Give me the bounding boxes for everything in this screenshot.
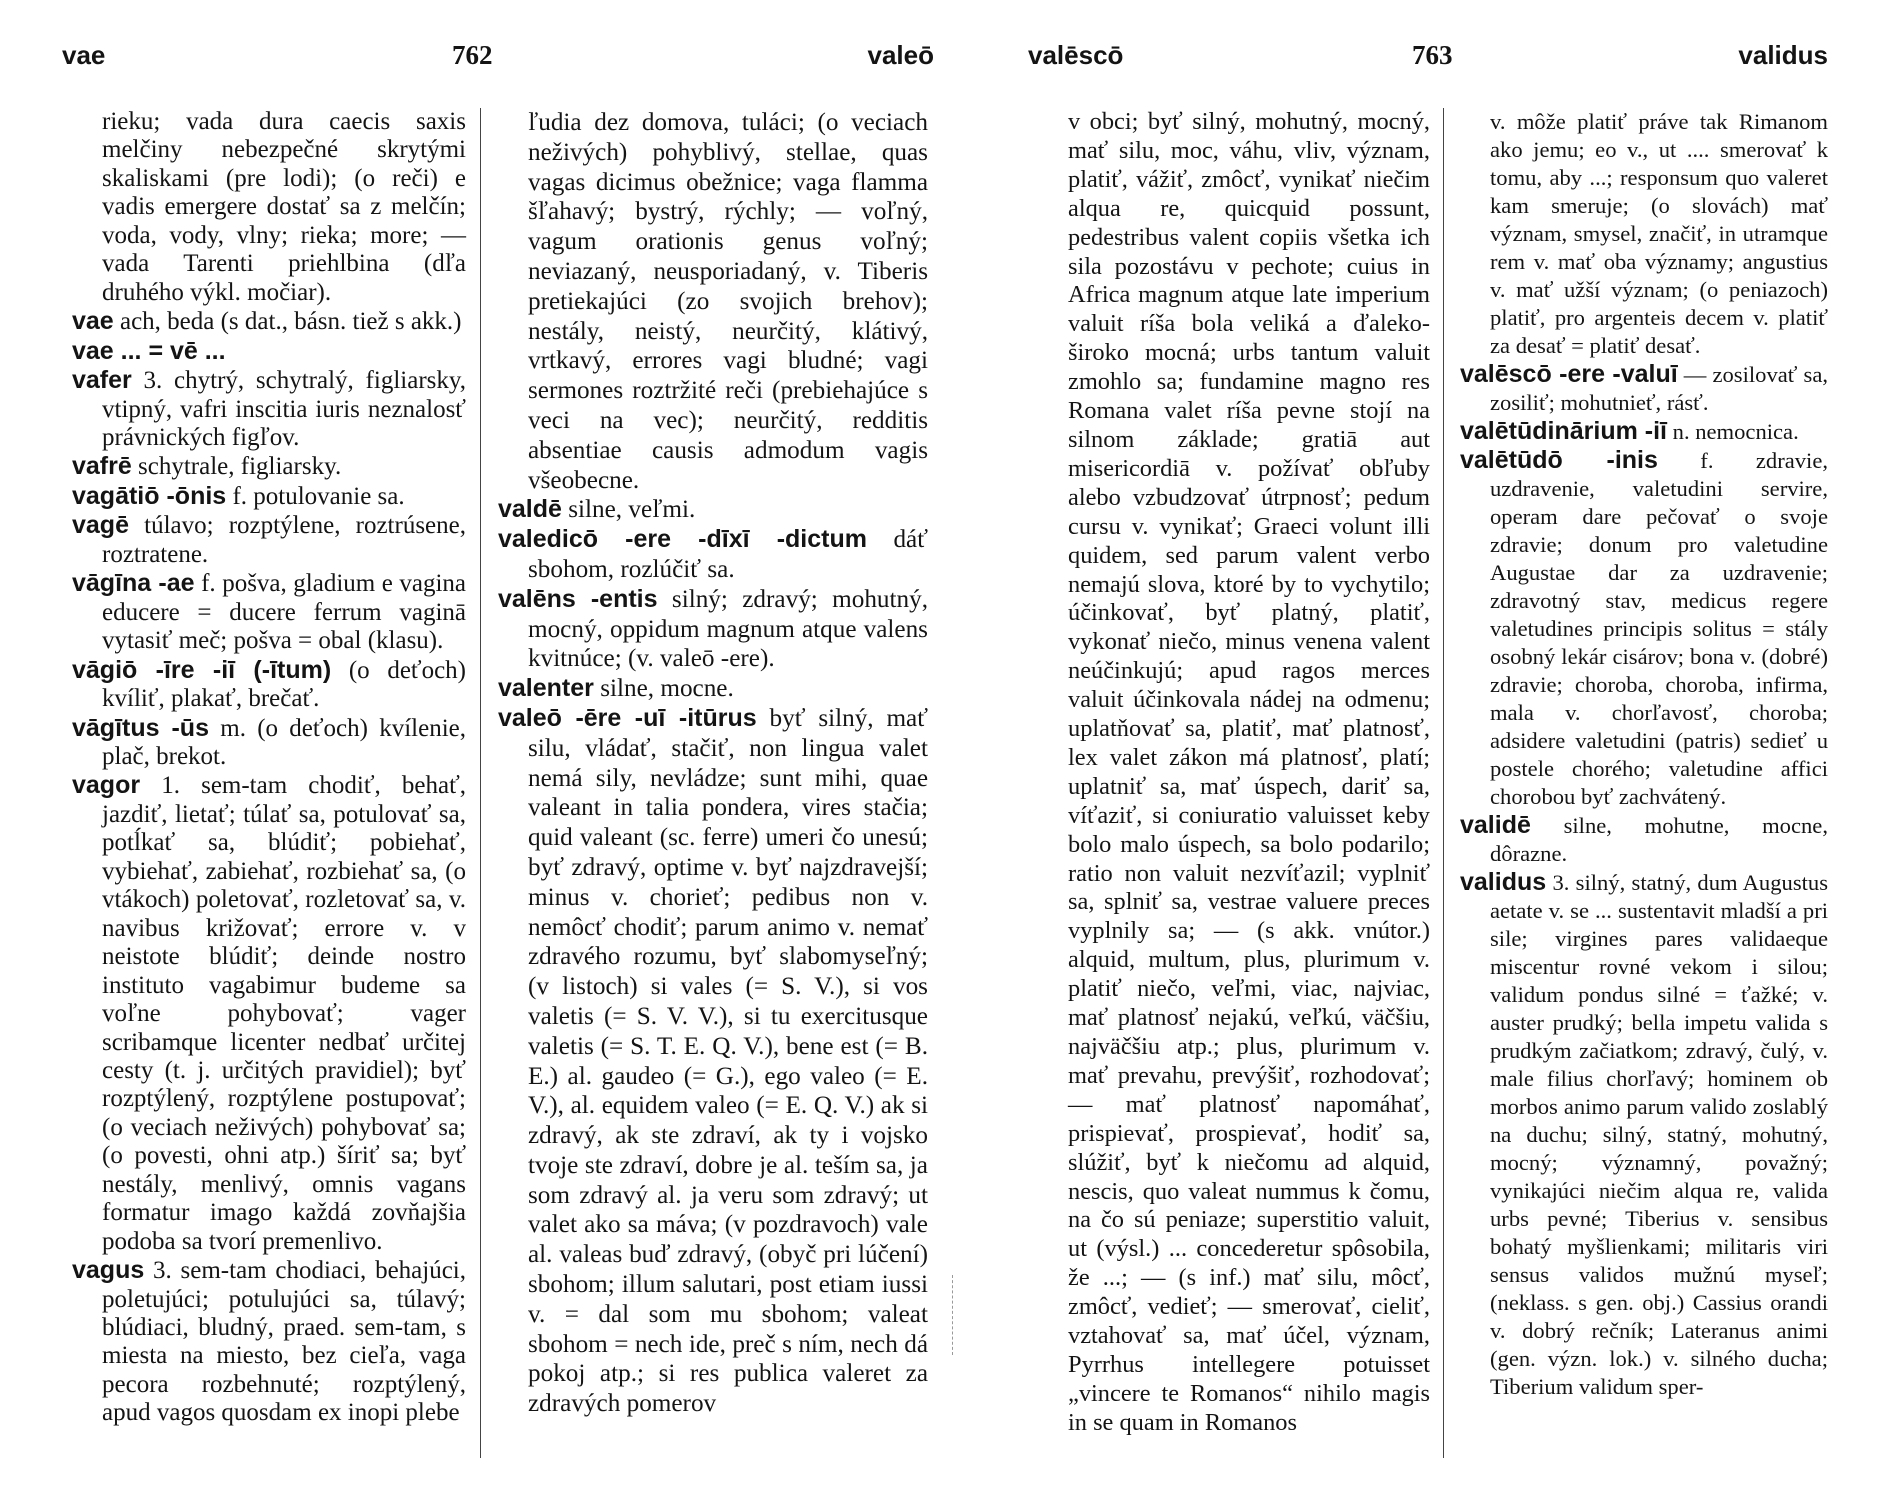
entry-text: silný; zdravý; mohutný, mocný, oppidum magnum atque valens kvitnúce; (v. valeō -ere). xyxy=(528,585,929,673)
entry-headword: vagē xyxy=(72,511,129,540)
dictionary-entry xyxy=(72,482,466,511)
dictionary-entry xyxy=(72,771,466,1256)
gutter-mark xyxy=(952,1275,953,1355)
entry-text: ach, beda (s dat., básn. tiež s akk.) xyxy=(119,308,462,336)
entry-text: 1. sem-tam chodiť, behať, jazdiť, lietať; túlať sa, potulovať sa, potĺkať sa, blúdiť; pobiehať, vybiehať, zabiehať, rozbiehať sa, (o vtákoch) poletovať, rozletovať sa, v. navibus križovať; errore v. v neistote blúdiť; deinde nostro instituto vagabimur budeme sa voľne pohybovať; vager scribamque licenter nedbať určitej cesty (t. j. určitých pravidiel); byť rozptýlený, rozptýlene postupovať; (o veciach neživých) pohybovať sa; (o povesti, ohni atp.) šíriť sa; byť nestály, menlivý, omnis vagans formatur imago každá zovňajšia podoba sa tvorí premenlivo. xyxy=(102,772,467,1255)
dictionary-entry xyxy=(72,656,466,714)
entry-text: rieku; vada dura caecis saxis melčiny nebezpečné skrytými skaliskami (pre lodi); (o reči) e vadis emergere dostať sa z melčín; voda, vody, vlny; rieka; more; — vada Tarenti priehlbina (dľa druhého výkl. močiar). xyxy=(102,108,466,306)
right-column-1 xyxy=(1038,108,1430,1438)
entry-text: (o deťoch) kvíliť, plakať, brečať. xyxy=(102,656,467,713)
entry-headword: valenter xyxy=(498,674,594,703)
entry-continuation xyxy=(1038,108,1430,1438)
dictionary-entry xyxy=(498,495,928,525)
page-number: 762 xyxy=(452,40,493,70)
entry-text: — zosilovať sa, zosiliť; mohutnieť, rásť. xyxy=(1490,362,1828,415)
entry-text: f. zdravie, uzdravenie, valetudini servire, operam dare pečovať o svoje zdravie; donum pro valetudine Augustae dar za uzdravenie; zdravotný stav, medicus regere valetudines principis solitus = stály osobný lekár cisárov; bona v. (dobré) zdravie; choroba, choroba, infirma, mala v. chorľavosť, choroba; adsidere valetudini (patris) sedieť u postele chorého; valetudine affici chorobou byť zachvátený. xyxy=(1490,448,1828,809)
entry-headword: vāgiō -īre -iī (-ītum) xyxy=(72,655,332,684)
right-page xyxy=(1028,0,1828,1500)
left-page-header xyxy=(62,40,934,80)
entry-text: 3. silný, statný, dum Augustus aetate v. se ... sustentavit mladší a pri sile; virgines pares validaeque miscentur rovné vekom i silou; validum pondus silné = ťažké; v. auster prudký; bella impetu valida s prudkým začiatkom; zdravý, čulý, v. male filius chorľavý; hominem ob morbos animo parum valido zoslablý na duchu; silný, statný, mohutný, mocný; významný, považný; vynikajúci niečim alqua re, valida urbs pevné; Tiberius v. sensibus bohatý myšlienkami; militaris viri sensus validos mužnú myseľ; (neklass. s gen. obj.) Cassius orandi v. dobrý rečník; Lateranus animi (gen. význ. lok.) v. silného ducha; Tiberium validum sper- xyxy=(1490,870,1828,1399)
entry-text: ľudia dez domova, tuláci; (o veciach neživých) pohyblivý, stellae, quas vagas dicimus obežnice; vaga flamma šľahavý; bystrý, rýchly; — voľný, vagum orationis genus voľný; neviazaný, neusporiadaný, v. Tiberis pretiekajúci (zo svojich brehov); nestály, neistý, neurčitý, klátivý, vrtkavý, errores vagi bludné; vagi sermones roztržité reči (prebiehajúce s veci na vec); neurčitý, redditis absentiae causis admodum vagis všeobecne. xyxy=(528,109,928,494)
left-page xyxy=(62,0,934,1500)
entry-headword: valedicō -ere -dīxī -dictum xyxy=(498,525,867,554)
entry-text: n. nemocnica. xyxy=(1672,419,1799,444)
page-number: 763 xyxy=(1412,40,1453,70)
entry-headword: valēscō -ere -valuī xyxy=(1460,360,1678,388)
dictionary-entry xyxy=(498,585,928,674)
entry-headword: validē xyxy=(1460,811,1531,839)
dictionary-entry xyxy=(72,307,466,336)
guide-word-right: validus xyxy=(1738,40,1828,70)
dictionary-entry xyxy=(72,337,466,366)
dictionary-entry xyxy=(72,569,466,655)
column-rule xyxy=(480,108,481,1458)
guide-word-right: valeō xyxy=(867,40,934,70)
entry-continuation xyxy=(498,108,928,495)
dictionary-entry xyxy=(1460,446,1828,811)
entry-text: 3. chytrý, schytralý, figliarsky, vtipný, vafri inscitia iuris neznalosť právnických figľov. xyxy=(102,367,466,451)
entry-headword: valdē xyxy=(498,495,562,524)
dictionary-entry xyxy=(498,704,928,1419)
entry-text: dáť sbohom, rozlúčiť sa. xyxy=(528,526,928,583)
entry-headword: vagātiō -ōnis xyxy=(72,481,227,510)
entry-headword: valeō -ēre -uī -itūrus xyxy=(498,703,757,732)
dictionary-entry xyxy=(72,366,466,452)
left-column-2 xyxy=(498,108,928,1419)
left-column-1 xyxy=(72,108,466,1428)
dictionary-entry xyxy=(72,511,466,569)
entry-text: v. môže platiť práve tak Rimanom ako jemu; eo v., ut .... smerovať k tomu, aby ...; responsum quo valeret kam smeruje; (o slovách) mať význam, smysel, značiť, in utramque rem v. mať oba významy; angustius v. mať užší význam; (o peniazoch) platiť, pro argenteis decem v. platiť za desať = platiť desať. xyxy=(1490,109,1828,358)
entry-text: schytrale, figliarsky. xyxy=(138,453,342,481)
entry-headword: vāgītus -ūs xyxy=(72,713,209,742)
right-page-header xyxy=(1028,40,1828,80)
dictionary-entry xyxy=(72,452,466,481)
entry-text: v obci; byť silný, mohutný, mocný, mať silu, moc, váhu, vliv, význam, platiť, vážiť, zmôcť, vynikať niečim alqua re, quicquid possunt, pedestribus valent copiis všetka ich sila pozostávu v pechote; cuius in Africa magnum atque late imperium valuit ríša bola veliká a ďaleko-široko mocná; urbs tantum valuit zmohlo sa; fundamine magno res Romana valet ríša pevne stojí na silnom základe; gratiā aut misericordiā v. požívať obľuby alebo vzbudzovať útrpnosť; pedum cursu v. vynikať; Graeci volunt illi quidem, sed parum valent verbo nemajú slova, ktoré by to vychytilo; účinkovať, byť platný, platiť, vykonať niečo, minus venena valent neúčinkujú; apud ragos merces valuit účinkovala nádej na odmenu; uplatňovať sa, platiť, mať platnosť, lex valet zákon má platnosť, platí; uplatniť sa, mať úspech, dariť sa, víťaziť, si coniuratio valuisset keby bolo malo úspech, sa bolo podarilo; ratio non valuit nezvíťazil; vyplniť sa, splniť sa, vestrae valuere preces vyplnily sa; — (s akk. vnútor.) alquid, multum, plus, plurimum v. platiť niečo, veľmi, viac, najviac, mať platnosť nejakú, veľkú, väčšiu, najväčšiu atp.; plus, plurimum v. mať prevahu, prevýšiť, rozhodovať; — mať platnosť napomáhať, prispievať, prospievať, hodiť sa, slúžiť, byť k niečomu ad alquid, nescis, quo valeat nummus k čomu, na čo sú peniaze; superstitio valuit, ut (výsl.) ... concederetur spôsobila, že ...; — (s inf.) mať silu, môcť, zmôcť, vedieť; — smerovať, cieliť, vztahovať sa, mať účel, význam, Pyrrhus intellegere potuisset „vincere te Romanos“ nihilo magis in se quam in Romanos xyxy=(1068,108,1430,1436)
entry-text: túlavo; rozptýlene, roztrúsene, roztratene. xyxy=(102,512,466,568)
guide-word-left: valēscō xyxy=(1028,40,1124,70)
dictionary-entry xyxy=(72,714,466,772)
entry-continuation xyxy=(72,108,466,307)
entry-headword: vafer xyxy=(72,366,132,395)
dictionary-entry xyxy=(1460,360,1828,417)
entry-continuation xyxy=(1460,108,1828,360)
dictionary-entry xyxy=(1460,811,1828,868)
column-rule xyxy=(1443,108,1444,1458)
entry-headword: vagor xyxy=(72,771,141,800)
entry-headword: vafrē xyxy=(72,452,132,481)
entry-headword: validus xyxy=(1460,868,1547,896)
entry-headword: vagus xyxy=(72,1256,145,1285)
guide-word-left: vae xyxy=(62,40,106,70)
entry-text: byť silný, mať silu, vládať, stačiť, non lingua valet nemá sily, nevládze; sunt mihi, quae valeant in talia pondera, vires stačia; quid valeant (sc. ferre) umeri čo unesú; byť zdravý, optime v. byť najzdravejší; minus v. chorieť; pedibus non v. nemôcť chodiť; parum animo v. nemať zdravého rozumu, byť slabomyseľný; (v listoch) si vales (= S. V.), si vos valetis (= S. V. V.), si tu exercitusque valetis (= S. T. E. Q. V.), bene est (= B. E.) al. gaudeo (= G.), ego valeo (= E. V.), al. equidem valeo (= E. Q. V.) ak si zdravý, ak ste zdraví, ak ty i vojsko tvoje ste zdraví, dobre je al. teším sa, ja som zdravý al. ja veru som zdravý; ut valet ako sa máva; (v pozdravoch) vale al. valeas buď zdravý, (obyč pri lúčení) sbohom; illum salutari, post etiam iussi v. = dal som mu sbohom; valeat sbohom = nech ide, preč s ním, nech dá pokoj atp.; si res publica valeret za zdravých pomerov xyxy=(528,704,929,1418)
entry-text: silne, mohutne, mocne, dôrazne. xyxy=(1490,813,1828,866)
entry-headword: vae xyxy=(72,307,114,336)
entry-headword: valētūdō -inis xyxy=(1460,446,1658,474)
dictionary-entry xyxy=(1460,868,1828,1401)
entry-headword: valētūdinārium -iī xyxy=(1460,417,1667,445)
entry-text: 3. sem-tam chodiaci, behajúci, poletujúci; potulujúci sa, túlavý; blúdiaci, bludný, praed. sem-tam, s miesta na miesto, bez cieľa, vaga pecora rozbehnuté; rozptýlený, apud vagos quosdam ex inopi plebe xyxy=(102,1257,466,1427)
entry-text: silne, mocne. xyxy=(600,675,734,703)
dictionary-entry xyxy=(1460,417,1828,446)
entry-text: silne, veľmi. xyxy=(568,496,696,524)
entry-headword: valēns -entis xyxy=(498,584,658,613)
right-column-2 xyxy=(1460,108,1828,1401)
entry-headword: vae ... = vē ... xyxy=(72,336,226,365)
entry-text: f. potulovanie sa. xyxy=(232,482,405,510)
entry-text: f. pošva, gladium e vagina educere = ducere ferrum vaginā vytasiť meč; pošva = obal (klasu). xyxy=(102,570,467,655)
dictionary-entry xyxy=(498,674,928,704)
entry-headword: vāgīna -ae xyxy=(72,569,195,598)
dictionary-entry xyxy=(72,1256,466,1428)
dictionary-entry xyxy=(498,525,928,585)
entry-text: m. (o deťoch) kvílenie, plač, brekot. xyxy=(102,714,467,770)
